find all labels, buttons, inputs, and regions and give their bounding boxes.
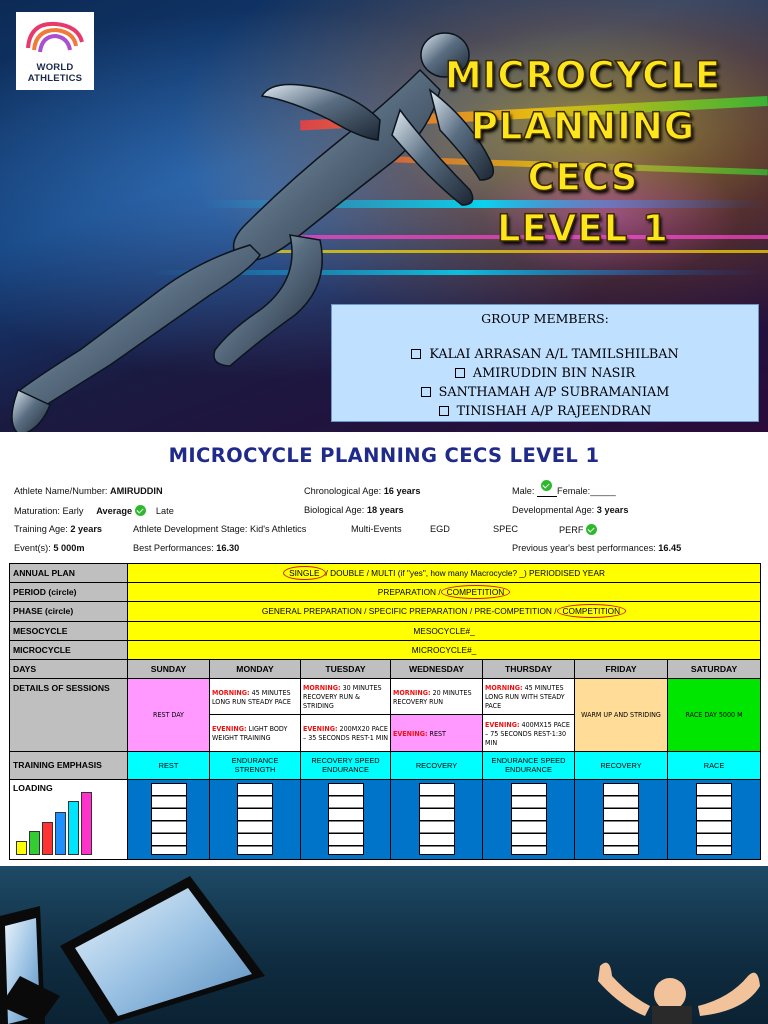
member-name: SANTHAMAH A/P SUBRAMANIAM xyxy=(438,385,670,400)
loading-bar xyxy=(42,822,53,855)
hero-title xyxy=(408,50,758,254)
check-icon xyxy=(586,524,597,535)
selected-option: SINGLE xyxy=(283,566,325,580)
session-wednesday-morning: MORNING: 20 MINUTES RECOVERY RUN xyxy=(391,679,483,715)
emphasis-monday: ENDURANCE STRENGTH xyxy=(210,751,301,779)
emphasis-wednesday: RECOVERY xyxy=(391,751,483,779)
development-stage: Athlete Development Stage: Kid's Athletics xyxy=(133,524,307,534)
loading-friday xyxy=(575,780,668,860)
list-item xyxy=(332,383,758,402)
table-row xyxy=(10,751,761,779)
table-row xyxy=(10,780,761,860)
group-members-list xyxy=(332,345,758,421)
session-monday-evening: EVENING: LIGHT BODY WEIGHT TRAINING xyxy=(210,715,301,751)
loading-box xyxy=(151,783,187,855)
session-wednesday-evening: EVENING: REST xyxy=(391,715,483,751)
training-age: Training Age: 2 years xyxy=(14,524,103,534)
session-friday: WARM UP AND STRIDING xyxy=(575,679,668,752)
loading-bar xyxy=(55,812,66,855)
days-label: DAYS xyxy=(10,659,128,678)
emphasis-tuesday: RECOVERY SPEED ENDURANCE xyxy=(301,751,391,779)
logo-line-1: WORLD xyxy=(36,62,74,73)
day-monday: MONDAY xyxy=(210,659,301,678)
loading-wednesday xyxy=(391,780,483,860)
loading-box xyxy=(328,783,364,855)
checkbox-icon xyxy=(455,368,465,378)
biological-age: Biological Age: 18 years xyxy=(304,505,404,515)
loading-saturday xyxy=(668,780,761,860)
checkbox-icon xyxy=(421,387,431,397)
session-monday-morning: MORNING: 45 MINUTES LONG RUN STEADY PACE xyxy=(210,679,301,715)
checkbox-icon xyxy=(411,349,421,359)
day-friday: FRIDAY xyxy=(575,659,668,678)
loading-box xyxy=(237,783,273,855)
phase-label: PHASE (circle) xyxy=(10,602,128,621)
details-label: DETAILS OF SESSIONS xyxy=(10,679,128,752)
checkbox-icon xyxy=(439,406,449,416)
loading-box xyxy=(696,783,732,855)
loading-bar xyxy=(81,792,92,855)
loading-box xyxy=(603,783,639,855)
loading-label: LOADING xyxy=(13,783,53,794)
session-thursday-evening: EVENING: 400MX15 PACE – 75 SECONDS REST-1:30 MIN xyxy=(483,715,575,751)
loading-bar xyxy=(68,801,79,855)
member-name: KALAI ARRASAN A/L TAMILSHILBAN xyxy=(429,347,679,362)
loading-box xyxy=(511,783,547,855)
table-row xyxy=(10,602,761,621)
selected-option: COMPETITION xyxy=(441,585,511,599)
title-line-1: MICROCYCLE xyxy=(444,54,722,97)
annual-plan-label: ANNUAL PLAN xyxy=(10,564,128,583)
session-thursday-morning: MORNING: 45 MINUTES LONG RUN WITH STEADY PACE xyxy=(483,679,575,715)
previous-best-performance: Previous year's best performances: 16.45 xyxy=(512,543,682,553)
best-performance: Best Performances: 16.30 xyxy=(133,543,240,553)
loading-box xyxy=(419,783,455,855)
table-row xyxy=(10,564,761,583)
title-line-2: PLANNING xyxy=(470,105,696,148)
day-tuesday: TUESDAY xyxy=(301,659,391,678)
maturation: Maturation: Early Average Late xyxy=(14,506,174,516)
title-line-3: CECS xyxy=(527,156,639,199)
gender: Male: Female:_____ xyxy=(512,486,616,497)
loading-tuesday xyxy=(301,780,391,860)
member-name: TINISHAH A/P RAJEENDRAN xyxy=(456,404,652,419)
table-row xyxy=(10,583,761,602)
day-wednesday: WEDNESDAY xyxy=(391,659,483,678)
loading-bar xyxy=(16,841,27,855)
phase-value: GENERAL PREPARATION / SPECIFIC PREPARATION / PRE-COMPETITION / COMPETITION xyxy=(128,602,761,621)
session-sunday: REST DAY xyxy=(128,679,210,752)
list-item xyxy=(332,402,758,421)
check-icon xyxy=(135,505,146,516)
day-thursday: THURSDAY xyxy=(483,659,575,678)
table-row xyxy=(10,679,761,715)
stage-perf: PERF xyxy=(559,524,597,535)
logo-line-2: ATHLETICS xyxy=(27,73,83,84)
document-title: MICROCYCLE PLANNING CECS LEVEL 1 xyxy=(168,444,600,467)
session-saturday: RACE DAY 5000 M xyxy=(668,679,761,752)
loading-label-cell xyxy=(10,780,128,860)
group-members-box xyxy=(331,304,759,422)
bottom-graphics xyxy=(0,866,768,1024)
session-tuesday-evening: EVENING: 200MX20 PACE – 35 SECONDS REST-1 MIN xyxy=(301,715,391,751)
developmental-age: Developmental Age: 3 years xyxy=(512,505,629,515)
athlete-name: Athlete Name/Number: AMIRUDDIN xyxy=(14,486,163,496)
loading-bar xyxy=(29,831,40,855)
chronological-age: Chronological Age: 16 years xyxy=(304,486,421,496)
list-item xyxy=(332,345,758,364)
day-saturday: SATURDAY xyxy=(668,659,761,678)
selected-option: COMPETITION xyxy=(557,604,627,618)
emphasis-sunday: REST xyxy=(128,751,210,779)
stage-multi-events: Multi-Events xyxy=(351,524,402,534)
emphasis-saturday: RACE xyxy=(668,751,761,779)
microcycle-label: MICROCYCLE xyxy=(10,640,128,659)
title-line-4: LEVEL 1 xyxy=(497,207,669,250)
planning-document xyxy=(0,432,768,866)
table-row xyxy=(10,659,761,678)
emphasis-friday: RECOVERY xyxy=(575,751,668,779)
member-name: AMIRUDDIN BIN NASIR xyxy=(472,366,636,381)
check-icon xyxy=(541,480,552,491)
hero-banner xyxy=(0,0,768,432)
day-sunday: SUNDAY xyxy=(128,659,210,678)
session-tuesday-morning: MORNING: 30 MINUTES RECOVERY RUN & STRIDING xyxy=(301,679,391,715)
list-item xyxy=(332,364,758,383)
mesocycle-value: MESOCYCLE#_ xyxy=(128,621,761,640)
table-row xyxy=(10,640,761,659)
loading-monday xyxy=(210,780,301,860)
bottom-banner xyxy=(0,866,768,1024)
group-members-heading: GROUP MEMBERS: xyxy=(481,311,609,326)
events: Event(s): 5 000m xyxy=(14,543,85,553)
period-label: PERIOD (circle) xyxy=(10,583,128,602)
emphasis-thursday: ENDURANCE SPEED ENDURANCE xyxy=(483,751,575,779)
microcycle-table xyxy=(9,563,761,860)
training-emphasis-label: TRAINING EMPHASIS xyxy=(10,751,128,779)
stage-spec: SPEC xyxy=(493,524,519,534)
mesocycle-label: MESOCYCLE xyxy=(10,621,128,640)
loading-sunday xyxy=(128,780,210,860)
loading-thursday xyxy=(483,780,575,860)
table-row xyxy=(10,621,761,640)
annual-plan-value: SINGLE / DOUBLE / MULTI (if "yes", how many Macrocycle? _) PERIODISED YEAR xyxy=(128,564,761,583)
period-value: PREPARATION / COMPETITION xyxy=(128,583,761,602)
microcycle-value: MICROCYCLE#_ xyxy=(128,640,761,659)
stage-egd: EGD xyxy=(430,524,450,534)
